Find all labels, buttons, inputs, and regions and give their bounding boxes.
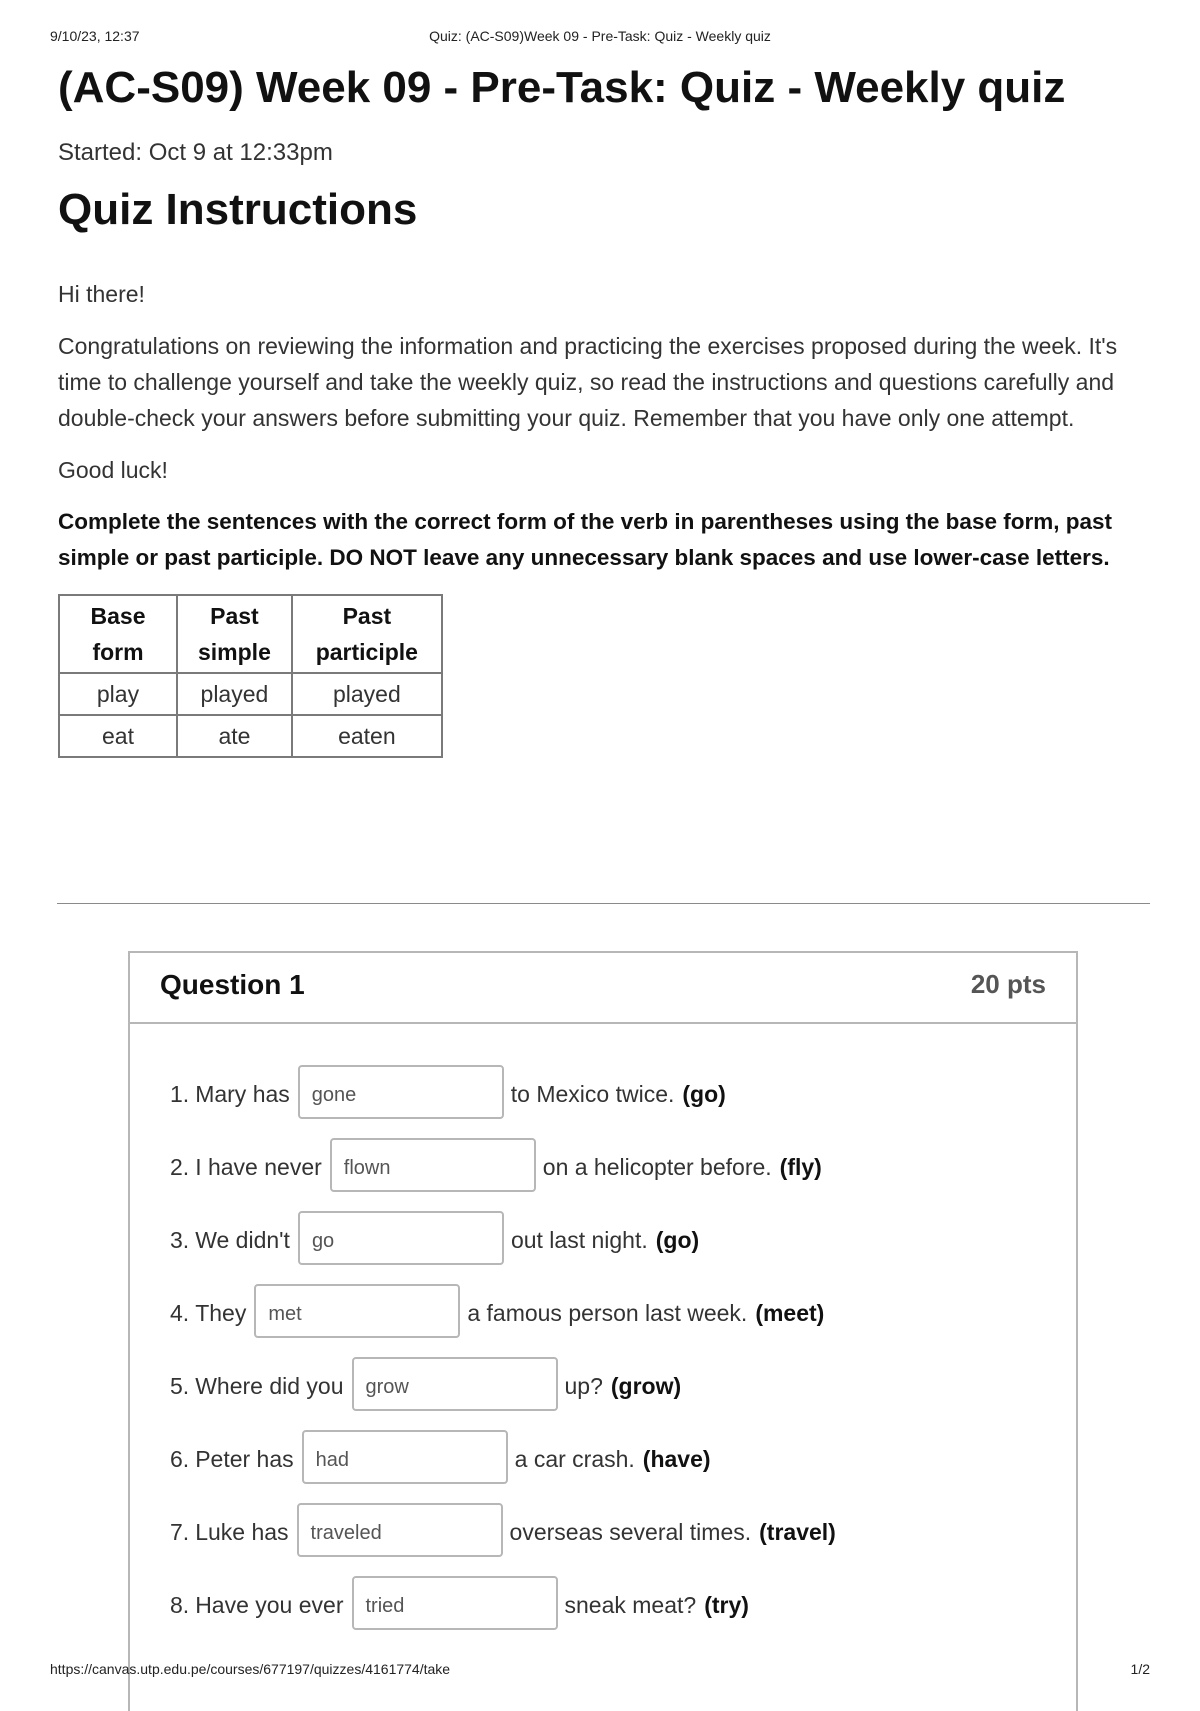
item-number: 5. xyxy=(170,1372,190,1399)
item-text-after: overseas several times. xyxy=(509,1518,752,1545)
item-number: 1. xyxy=(170,1080,190,1107)
verb-forms-table xyxy=(58,594,443,758)
item-number: 4. xyxy=(170,1299,190,1326)
question-body xyxy=(170,1066,1056,1650)
verb-hint: (travel) xyxy=(759,1518,836,1545)
task-instructions: Complete the sentences with the correct form of the verb in parentheses using the base form, past simple or past participle. DO NOT leave any unnecessary blank spaces and use lower-case letters. xyxy=(58,509,1112,570)
answer-input[interactable]: gone xyxy=(298,1065,504,1119)
verb-hint: (fly) xyxy=(779,1153,822,1180)
question-item xyxy=(170,1212,1056,1268)
item-number: 6. xyxy=(170,1445,190,1472)
started-timestamp: Started: Oct 9 at 12:33pm xyxy=(58,139,333,166)
table-cell: eaten xyxy=(292,715,442,757)
item-text-after: on a helicopter before. xyxy=(542,1153,772,1180)
table-cell: ate xyxy=(177,715,292,757)
table-header-row xyxy=(59,595,442,673)
table-header-cell: Base form xyxy=(59,595,177,673)
answer-input[interactable]: go xyxy=(298,1211,504,1265)
item-number: 2. xyxy=(170,1153,190,1180)
verb-hint: (go) xyxy=(655,1226,700,1253)
question-points: 20 pts xyxy=(970,969,1046,999)
question-item xyxy=(170,1504,1056,1560)
table-cell: played xyxy=(292,673,442,715)
item-text-before: They xyxy=(195,1299,247,1326)
page-title: (AC-S09) Week 09 - Pre-Task: Quiz - Weekly quiz xyxy=(58,63,1066,112)
item-number: 7. xyxy=(170,1518,190,1545)
verb-hint: (have) xyxy=(642,1445,711,1472)
question-item xyxy=(170,1577,1056,1633)
table-cell: play xyxy=(59,673,177,715)
item-text-before: Peter has xyxy=(195,1445,294,1472)
table-row xyxy=(59,673,442,715)
question-item xyxy=(170,1139,1056,1195)
item-text-before: I have never xyxy=(195,1153,322,1180)
item-text-after: to Mexico twice. xyxy=(510,1080,675,1107)
main-content xyxy=(58,60,1150,758)
item-text-after: a famous person last week. xyxy=(467,1299,748,1326)
question-item xyxy=(170,1431,1056,1487)
instructions-body: Congratulations on reviewing the information and practicing the exercises proposed during the week. It's time to challenge yourself and take the weekly quiz, so read the instructions and questions carefully and double-check your answers before submitting your quiz. Remember that you have only one attempt. xyxy=(58,333,1118,431)
greeting-text: Hi there! xyxy=(58,281,145,307)
answer-input[interactable]: grow xyxy=(352,1357,558,1411)
item-number: 8. xyxy=(170,1591,190,1618)
item-text-before: Mary has xyxy=(195,1080,290,1107)
instructions-heading: Quiz Instructions xyxy=(58,185,418,234)
answer-input[interactable]: tried xyxy=(352,1576,558,1630)
verb-hint: (grow) xyxy=(610,1372,682,1399)
item-text-before: Luke has xyxy=(195,1518,289,1545)
question-title: Question 1 xyxy=(160,969,305,1000)
item-text-after: a car crash. xyxy=(514,1445,635,1472)
print-date: 9/10/23, 12:37 xyxy=(50,28,140,44)
verb-hint: (go) xyxy=(682,1080,726,1107)
good-luck-text: Good luck! xyxy=(58,457,168,483)
question-item xyxy=(170,1066,1056,1122)
table-cell: played xyxy=(177,673,292,715)
print-title: Quiz: (AC-S09)Week 09 - Pre-Task: Quiz - Weekly quiz xyxy=(429,28,771,44)
table-cell: eat xyxy=(59,715,177,757)
page-url: https://canvas.utp.edu.pe/courses/677197/quizzes/4161774/take xyxy=(50,1661,451,1677)
answer-input[interactable]: had xyxy=(302,1430,508,1484)
question-card xyxy=(128,951,1078,1711)
section-divider xyxy=(57,903,1150,904)
answer-input[interactable]: flown xyxy=(330,1138,536,1192)
question-item xyxy=(170,1285,1056,1341)
verb-hint: (meet) xyxy=(755,1299,825,1326)
item-text-before: Have you ever xyxy=(195,1591,344,1618)
item-text-after: up? xyxy=(564,1372,603,1399)
print-footer xyxy=(50,1661,1150,1681)
item-text-after: sneak meat? xyxy=(564,1591,697,1618)
question-item xyxy=(170,1358,1056,1414)
answer-input[interactable]: traveled xyxy=(297,1503,503,1557)
item-text-after: out last night. xyxy=(510,1226,648,1253)
item-text-before: Where did you xyxy=(195,1372,344,1399)
print-header xyxy=(50,28,1150,48)
verb-hint: (try) xyxy=(704,1591,749,1618)
table-row xyxy=(59,715,442,757)
page-number: 1/2 xyxy=(1130,1661,1150,1677)
item-text-before: We didn't xyxy=(195,1226,290,1253)
table-header-cell: Past simple xyxy=(177,595,292,673)
item-number: 3. xyxy=(170,1226,190,1253)
question-header xyxy=(130,953,1076,1024)
table-header-cell: Past participle xyxy=(292,595,442,673)
answer-input[interactable]: met xyxy=(254,1284,460,1338)
